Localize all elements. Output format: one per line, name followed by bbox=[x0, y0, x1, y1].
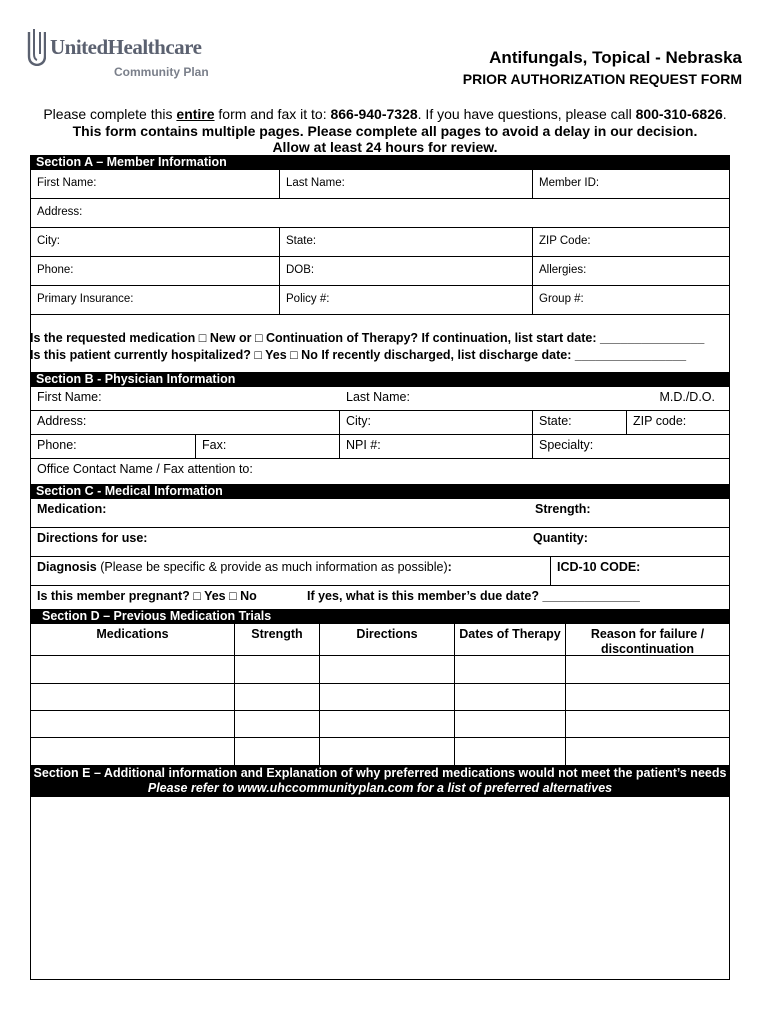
intro-line-2: This form contains multiple pages. Please complete all pages to avoid a delay in our decision. bbox=[72, 123, 698, 139]
icd10-field[interactable]: ICD-10 CODE: bbox=[557, 560, 641, 574]
directions-row bbox=[30, 528, 730, 557]
member-first-name-field[interactable]: First Name: bbox=[31, 170, 280, 198]
member-id-field[interactable]: Member ID: bbox=[539, 177, 600, 189]
office-contact-field[interactable]: Office Contact Name / Fax attention to: bbox=[37, 462, 253, 476]
trial-row-1-medication[interactable] bbox=[31, 657, 234, 683]
col-reason-for-failure: Reason for failure / discontinuation bbox=[566, 624, 729, 656]
specialty-field[interactable]: Specialty: bbox=[539, 438, 594, 452]
member-allergies-field[interactable]: Allergies: bbox=[539, 264, 587, 276]
member-address-field[interactable]: Address: bbox=[37, 206, 83, 218]
directions-field[interactable]: Directions for use: bbox=[37, 531, 148, 545]
intro-text: form and fax it to: bbox=[214, 106, 331, 122]
trials-grid-line bbox=[565, 656, 566, 765]
primary-insurance-field[interactable]: Primary Insurance: bbox=[31, 286, 280, 314]
col-dates-of-therapy: Dates of Therapy bbox=[455, 624, 566, 656]
physician-phone-field[interactable]: Phone: bbox=[31, 435, 196, 458]
diagnosis-field[interactable] bbox=[31, 557, 551, 585]
diagnosis-label: Diagnosis bbox=[37, 560, 97, 574]
trials-grid-line bbox=[30, 655, 566, 656]
unitedhealthcare-logo-icon bbox=[26, 28, 46, 66]
section-e-note: Please refer to www.uhccommunityplan.com for a list of preferred alternatives bbox=[147, 781, 613, 795]
group-number-field[interactable]: Group #: bbox=[539, 293, 584, 305]
member-dob-field[interactable]: DOB: bbox=[280, 257, 533, 285]
member-zip-field[interactable]: ZIP Code: bbox=[539, 235, 591, 247]
physician-city-field[interactable]: City: bbox=[340, 411, 533, 434]
diagnosis-row bbox=[30, 557, 730, 586]
diagnosis-colon: : bbox=[447, 560, 452, 574]
intro-line-1 bbox=[0, 106, 770, 123]
physician-zip-field[interactable]: ZIP code: bbox=[633, 414, 687, 428]
medication-status-question[interactable]: Is the requested medication □ New or □ Continuation of Therapy? If continuation, list start date: _______________ bbox=[30, 331, 705, 345]
section-e-header bbox=[30, 765, 730, 797]
trials-grid-line bbox=[319, 656, 320, 765]
intro-text: Please complete this bbox=[43, 106, 177, 122]
logo-name: UnitedHealthcare bbox=[50, 35, 202, 59]
physician-fax-field[interactable]: Fax: bbox=[196, 435, 340, 458]
member-row-4 bbox=[30, 257, 730, 286]
medication-row bbox=[30, 499, 730, 528]
member-row-3 bbox=[30, 228, 730, 257]
npi-field[interactable]: NPI #: bbox=[340, 435, 533, 458]
intro-line-3: Allow at least 24 hours for review. bbox=[272, 139, 498, 155]
strength-field[interactable]: Strength: bbox=[535, 502, 591, 516]
col-strength: Strength bbox=[235, 624, 320, 656]
physician-first-name-field[interactable]: First Name: bbox=[37, 390, 102, 404]
section-b-header: Section B - Physician Information bbox=[30, 372, 730, 387]
section-c-header: Section C - Medical Information bbox=[30, 484, 730, 499]
member-phone-field[interactable]: Phone: bbox=[31, 257, 280, 285]
member-row-5 bbox=[30, 286, 730, 315]
additional-information-field[interactable] bbox=[31, 797, 729, 979]
trials-header-row bbox=[30, 624, 730, 656]
due-date-field[interactable]: If yes, what is this member’s due date? ______________ bbox=[307, 589, 640, 603]
trial-row-3-medication[interactable] bbox=[31, 711, 234, 737]
pregnancy-question[interactable]: Is this member pregnant? □ Yes □ No bbox=[37, 589, 257, 603]
physician-row-4 bbox=[30, 459, 730, 484]
physician-row-1 bbox=[30, 387, 730, 411]
intro-entire: entire bbox=[176, 106, 215, 122]
diagnosis-hint: (Please be specific & provide as much information as possible) bbox=[96, 560, 448, 574]
intro-text: . bbox=[722, 106, 727, 122]
policy-number-field[interactable]: Policy #: bbox=[280, 286, 533, 314]
col-directions: Directions bbox=[320, 624, 455, 656]
medication-field[interactable]: Medication: bbox=[37, 502, 107, 516]
logo-subtitle: Community Plan bbox=[114, 65, 209, 79]
hospitalized-question[interactable]: Is this patient currently hospitalized? □ Yes □ No If recently discharged, list discharge date: ________________ bbox=[30, 348, 687, 362]
section-e-title: Section E – Additional information and Explanation of why preferred medications would not meet the patient’s needs bbox=[33, 766, 727, 780]
quantity-field[interactable]: Quantity: bbox=[533, 531, 588, 545]
pregnancy-row bbox=[30, 586, 730, 609]
member-state-field[interactable]: State: bbox=[280, 228, 533, 256]
section-d-header: Section D – Previous Medication Trials bbox=[30, 609, 730, 624]
phone-number: 800-310-6826 bbox=[635, 106, 723, 122]
fax-number: 866-940-7328 bbox=[330, 106, 418, 122]
member-row-1 bbox=[30, 170, 730, 199]
physician-row-3 bbox=[30, 435, 730, 459]
physician-state-field[interactable]: State: bbox=[533, 411, 627, 434]
physician-row-2 bbox=[30, 411, 730, 435]
trial-row-2-medication[interactable] bbox=[31, 684, 234, 710]
member-row-2 bbox=[30, 199, 730, 228]
form-subtitle: PRIOR AUTHORIZATION REQUEST FORM bbox=[462, 71, 742, 87]
intro-text: . If you have questions, please call bbox=[417, 106, 636, 122]
physician-last-name-field[interactable]: Last Name: bbox=[346, 390, 410, 404]
trials-grid-line bbox=[234, 656, 235, 765]
member-city-field[interactable]: City: bbox=[31, 228, 280, 256]
trials-grid-line bbox=[454, 656, 455, 765]
form-title: Antifungals, Topical - Nebraska bbox=[489, 48, 742, 67]
trial-row-4-medication[interactable] bbox=[31, 738, 234, 764]
col-medications: Medications bbox=[31, 624, 235, 656]
md-do-field[interactable]: M.D./D.O. bbox=[659, 390, 715, 404]
member-last-name-field[interactable]: Last Name: bbox=[280, 170, 533, 198]
physician-address-field[interactable]: Address: bbox=[31, 411, 340, 434]
section-a-header: Section A – Member Information bbox=[30, 155, 730, 170]
